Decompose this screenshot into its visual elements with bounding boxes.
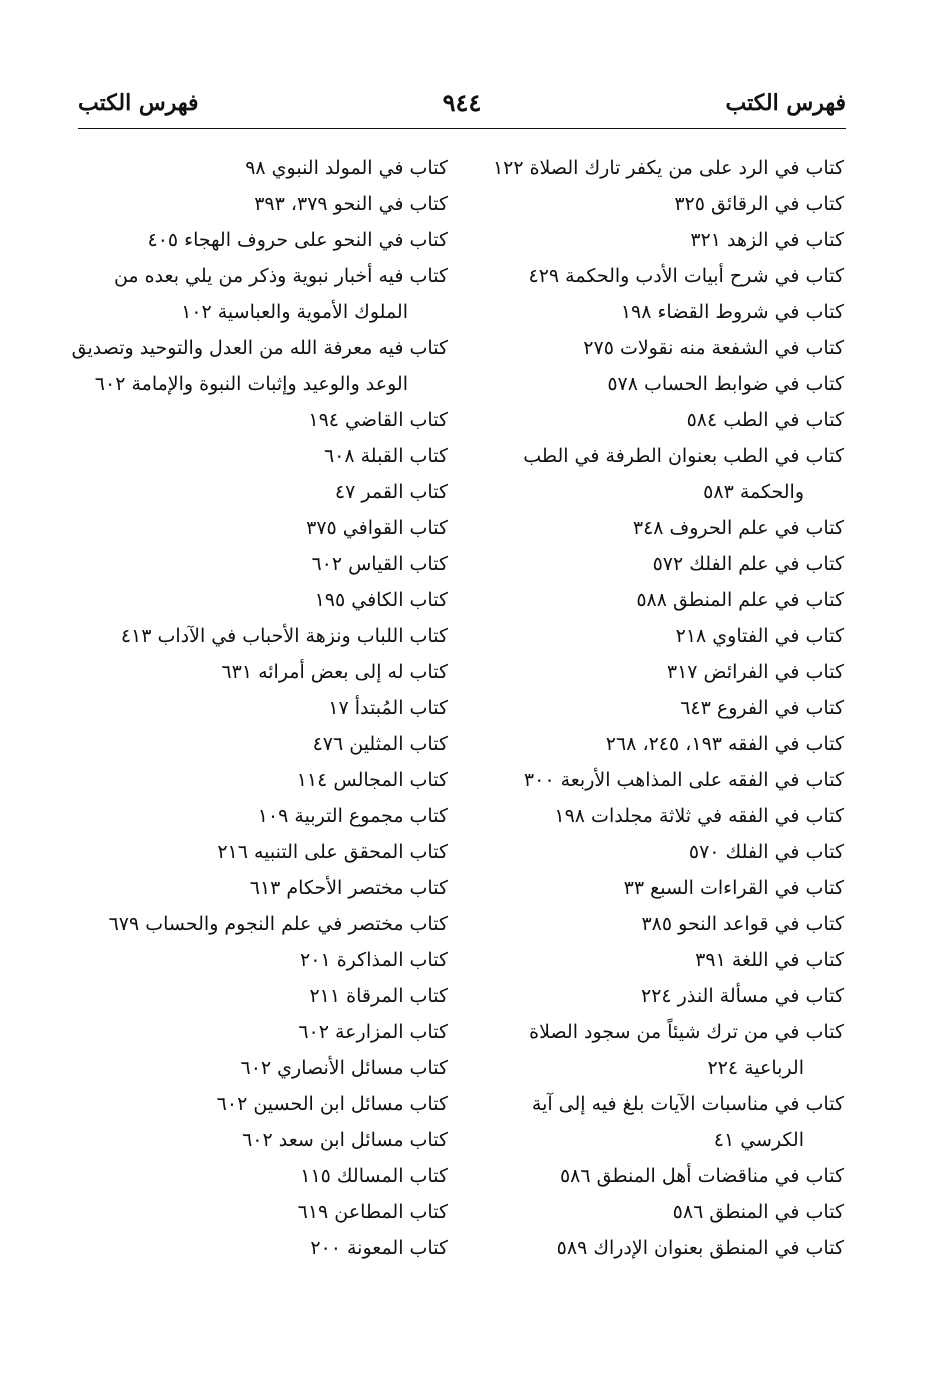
index-entry-text: كتاب في الفقه في ثلاثة مجلدات ١٩٨ [554,805,844,827]
index-entry-continuation: الملوك الأموية والعباسية ١٠٢ [181,301,408,323]
header-title-right: فهرس الكتب [725,90,846,116]
index-entry-text: كتاب المسالك ١١٥ [300,1165,448,1187]
index-entry [472,726,844,762]
index-entry-text: كتاب في الفروع ٦٤٣ [680,697,844,719]
index-entry-text: كتاب في مناسبات الآيات بلغ فيه إلى آية [531,1093,844,1115]
index-entry-text: كتاب في شرح أبيات الأدب والحكمة ٤٢٩ [528,265,844,287]
index-entry [78,1230,448,1266]
index-entry-text: كتاب المذاكرة ٢٠١ [300,949,448,971]
index-entry [78,402,448,438]
index-entry [78,726,448,762]
index-entry-text: كتاب في علم المنطق ٥٨٨ [636,589,844,611]
index-entry [472,798,844,834]
index-entry [78,222,448,258]
index-entry [472,1230,844,1266]
index-entry [472,618,844,654]
index-entry [78,690,448,726]
index-entry [78,654,448,690]
index-entry [472,1158,844,1194]
index-entry-continuation: الرباعية ٢٢٤ [707,1057,804,1079]
index-entry-text: كتاب في الفقه ١٩٣، ٢٤٥، ٢٦٨ [605,733,844,755]
index-entry [78,834,448,870]
index-entry-continuation: الوعد والوعيد وإثبات النبوة والإمامة ٦٠٢ [94,373,408,395]
index-entry-text: كتاب مسائل ابن سعد ٦٠٢ [242,1129,448,1151]
index-entry-text: كتاب في الزهد ٣٢١ [690,229,844,251]
index-entry [472,762,844,798]
index-entry-text: كتاب في الرد على من يكفر تارك الصلاة ١٢٢ [492,157,844,179]
index-entry [78,1086,448,1122]
index-entry-text: كتاب المعونة ٢٠٠ [310,1237,448,1259]
index-entry-text: كتاب في الشفعة منه نقولات ٢٧٥ [583,337,844,359]
header-title-left: فهرس الكتب [78,90,199,116]
index-entry [78,186,448,222]
index-entry [472,186,844,222]
index-entry [78,1122,448,1158]
index-entry [472,654,844,690]
index-entry-text: كتاب في من ترك شيئاً من سجود الصلاة [529,1021,844,1043]
index-entry-text: كتاب في ضوابط الحساب ٥٧٨ [607,373,844,395]
index-entry-text: كتاب في الطب بعنوان الطرفة في الطب [523,445,844,467]
index-entry-continuation: الكرسي ٤١ [713,1129,804,1151]
index-entry [78,150,448,186]
index-entry-text: كتاب في الطب ٥٨٤ [686,409,844,431]
index-entry [71,330,448,402]
index-entry [78,762,448,798]
index-entry [472,366,844,402]
page-number: ٩٤٤ [442,88,482,117]
index-entry [472,438,844,510]
index-entry [78,438,448,474]
index-entry-text: كتاب المطاعن ٦١٩ [297,1201,448,1223]
index-entry [78,510,448,546]
index-entry-text: كتاب في قواعد النحو ٣٨٥ [641,913,844,935]
index-entry [472,1194,844,1230]
index-entry [472,294,844,330]
index-entry-text: كتاب في القراءات السبع ٣٣ [623,877,844,899]
index-entry-text: كتاب اللباب ونزهة الأحباب في الآداب ٤١٣ [120,625,448,647]
index-entry [472,906,844,942]
index-entry-continuation: والحكمة ٥٨٣ [703,481,804,503]
index-entry-text: كتاب القمر ٤٧ [334,481,448,503]
index-entry [78,978,448,1014]
index-entry [472,834,844,870]
index-entry-text: كتاب القاضي ١٩٤ [308,409,448,431]
index-entry [78,618,448,654]
index-entry [78,582,448,618]
index-entry-text: كتاب في شروط القضاء ١٩٨ [620,301,844,323]
index-column-left [71,150,448,1266]
index-entry [78,1050,448,1086]
index-entry [78,798,448,834]
index-entry-text: كتاب مختصر الأحكام ٦١٣ [249,877,448,899]
index-entry-text: كتاب في النحو ٣٧٩، ٣٩٣ [254,193,448,215]
index-entry [78,1158,448,1194]
index-entry [472,690,844,726]
index-entry-text: كتاب القياس ٦٠٢ [311,553,448,575]
index-entry-text: كتاب الكافي ١٩٥ [314,589,448,611]
index-entry [472,150,844,186]
index-entry [472,222,844,258]
index-entry [78,1194,448,1230]
index-entry [78,906,448,942]
index-entry-text: كتاب في مناقضات أهل المنطق ٥٨٦ [559,1165,844,1187]
index-entry [472,582,844,618]
index-entry-text: كتاب في الفلك ٥٧٠ [688,841,844,863]
index-entry [78,258,448,330]
header-rule [78,128,846,129]
index-entry-text: كتاب في الفتاوي ٢١٨ [675,625,844,647]
index-entry-text: كتاب مسائل الأنصاري ٦٠٢ [240,1057,448,1079]
index-entry [472,942,844,978]
index-entry [472,870,844,906]
index-entry-text: كتاب في اللغة ٣٩١ [695,949,844,971]
index-entry-text: كتاب في الفقه على المذاهب الأربعة ٣٠٠ [523,769,844,791]
index-entry-text: كتاب في مسألة النذر ٢٢٤ [641,985,844,1007]
index-entry [472,510,844,546]
index-entry-text: كتاب مجموع التربية ١٠٩ [257,805,448,827]
index-entry [472,402,844,438]
index-entry-text: كتاب المرقاة ٢١١ [309,985,448,1007]
index-entry-text: كتاب في المنطق ٥٨٦ [672,1201,844,1223]
index-entry [472,330,844,366]
index-entry [78,870,448,906]
index-entry-text: كتاب المزارعة ٦٠٢ [298,1021,448,1043]
index-entry-text: كتاب مختصر في علم النجوم والحساب ٦٧٩ [108,913,448,935]
running-header [78,86,846,126]
index-entry-text: كتاب المُبتدأ ١٧ [328,697,448,719]
index-entry [78,474,448,510]
index-entry-text: كتاب المثلين ٤٧٦ [312,733,448,755]
index-entry-text: كتاب القوافي ٣٧٥ [306,517,448,539]
index-entry-text: كتاب المحقق على التنبيه ٢١٦ [217,841,448,863]
index-entry-text: كتاب مسائل ابن الحسين ٦٠٢ [216,1093,448,1115]
index-entry-text: كتاب في علم الحروف ٣٤٨ [632,517,844,539]
index-entry-text: كتاب المجالس ١١٤ [296,769,448,791]
index-entry-text: كتاب في المنطق بعنوان الإدراك ٥٨٩ [556,1237,844,1259]
index-entry-text: كتاب فيه أخبار نبوية وذكر من يلي بعده من [113,265,448,287]
index-column-right [472,150,844,1266]
index-entry-text: كتاب في علم الفلك ٥٧٢ [652,553,844,575]
index-entry [472,1014,844,1086]
index-entry [472,546,844,582]
index-entry [78,942,448,978]
index-entry-text: كتاب في الرقائق ٣٢٥ [674,193,844,215]
index-entry-text: كتاب له إلى بعض أمرائه ٦٣١ [221,661,448,683]
index-entry [78,1014,448,1050]
index-entry-text: كتاب في الفرائض ٣١٧ [666,661,844,683]
index-entry-text: كتاب فيه معرفة الله من العدل والتوحيد وتصديق [71,337,448,359]
index-entry-text: كتاب في النحو على حروف الهجاء ٤٠٥ [147,229,448,251]
index-entry-text: كتاب القبلة ٦٠٨ [323,445,448,467]
index-entry [472,978,844,1014]
index-entry [472,258,844,294]
index-entry-text: كتاب في المولد النبوي ٩٨ [245,157,448,179]
index-entry [472,1086,844,1158]
index-entry [78,546,448,582]
